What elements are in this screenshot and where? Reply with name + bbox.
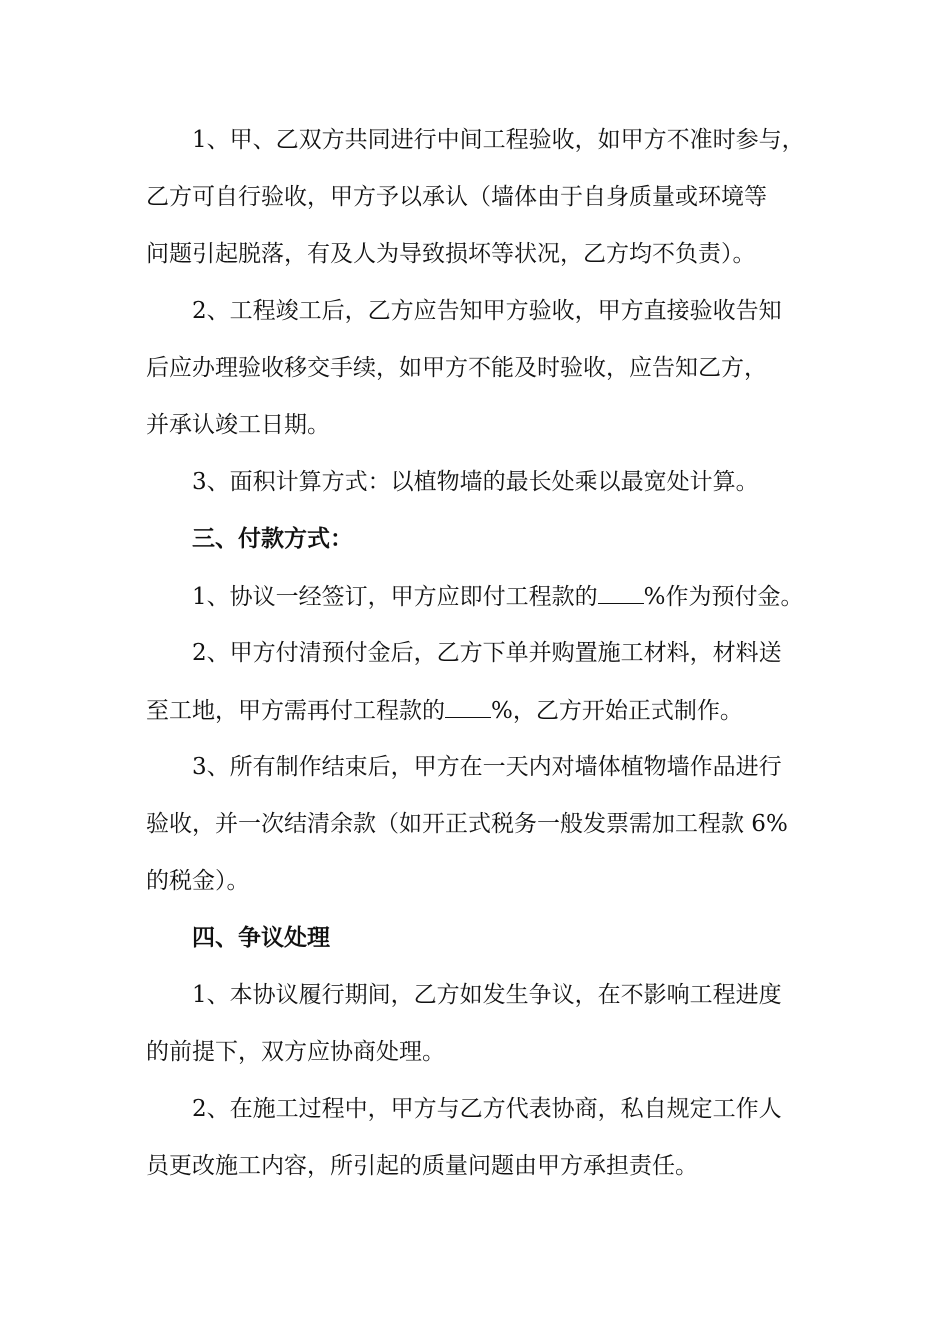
clause-line: 的税金）。 <box>146 868 250 894</box>
clause-text: 至工地，甲方需再付工程款的 <box>146 698 445 724</box>
clause-line: 1、本协议履行期间，乙方如发生争议，在不影响工程进度 <box>192 982 782 1008</box>
clause-text: %，乙方开始正式制作。 <box>491 698 743 724</box>
clause-line: 乙方可自行验收，甲方予以承认（墙体由于自身质量或环境等 <box>146 184 767 210</box>
clause-line: 3、所有制作结束后，甲方在一天内对墙体植物墙作品进行 <box>192 754 782 780</box>
clause-line: 并承认竣工日期。 <box>146 412 330 438</box>
clause-text: 1、协议一经签订，甲方应即付工程款的 <box>192 584 598 610</box>
clause-line <box>146 695 846 726</box>
clause-line: 2、甲方付清预付金后，乙方下单并购置施工材料，材料送 <box>192 640 782 666</box>
clause-line: 2、在施工过程中，甲方与乙方代表协商，私自规定工作人 <box>192 1096 782 1122</box>
clause-line: 员更改施工内容，所引起的质量问题由甲方承担责任。 <box>146 1153 698 1179</box>
fill-in-blank[interactable] <box>445 695 491 718</box>
clause-line: 后应办理验收移交手续，如甲方不能及时验收，应告知乙方， <box>146 355 767 381</box>
clause-line: 的前提下，双方应协商处理。 <box>146 1039 445 1065</box>
clause-line: 2、工程竣工后，乙方应告知甲方验收，甲方直接验收告知 <box>192 298 782 324</box>
fill-in-blank[interactable] <box>598 581 644 604</box>
clause-line: 1、甲、乙双方共同进行中间工程验收，如甲方不准时参与， <box>192 127 805 153</box>
clause-text: %作为预付金。 <box>643 584 804 610</box>
clause-line: 问题引起脱落，有及人为导致损坏等状况，乙方均不负责）。 <box>146 241 756 267</box>
clause-line: 验收，并一次结清余款（如开正式税务一般发票需加工程款 6% <box>146 811 788 837</box>
section-heading-payment: 三、付款方式： <box>192 525 353 552</box>
section-heading-dispute: 四、争议处理 <box>192 924 330 951</box>
clause-line <box>192 581 892 612</box>
clause-line: 3、面积计算方式：以植物墙的最长处乘以最宽处计算。 <box>192 469 759 495</box>
